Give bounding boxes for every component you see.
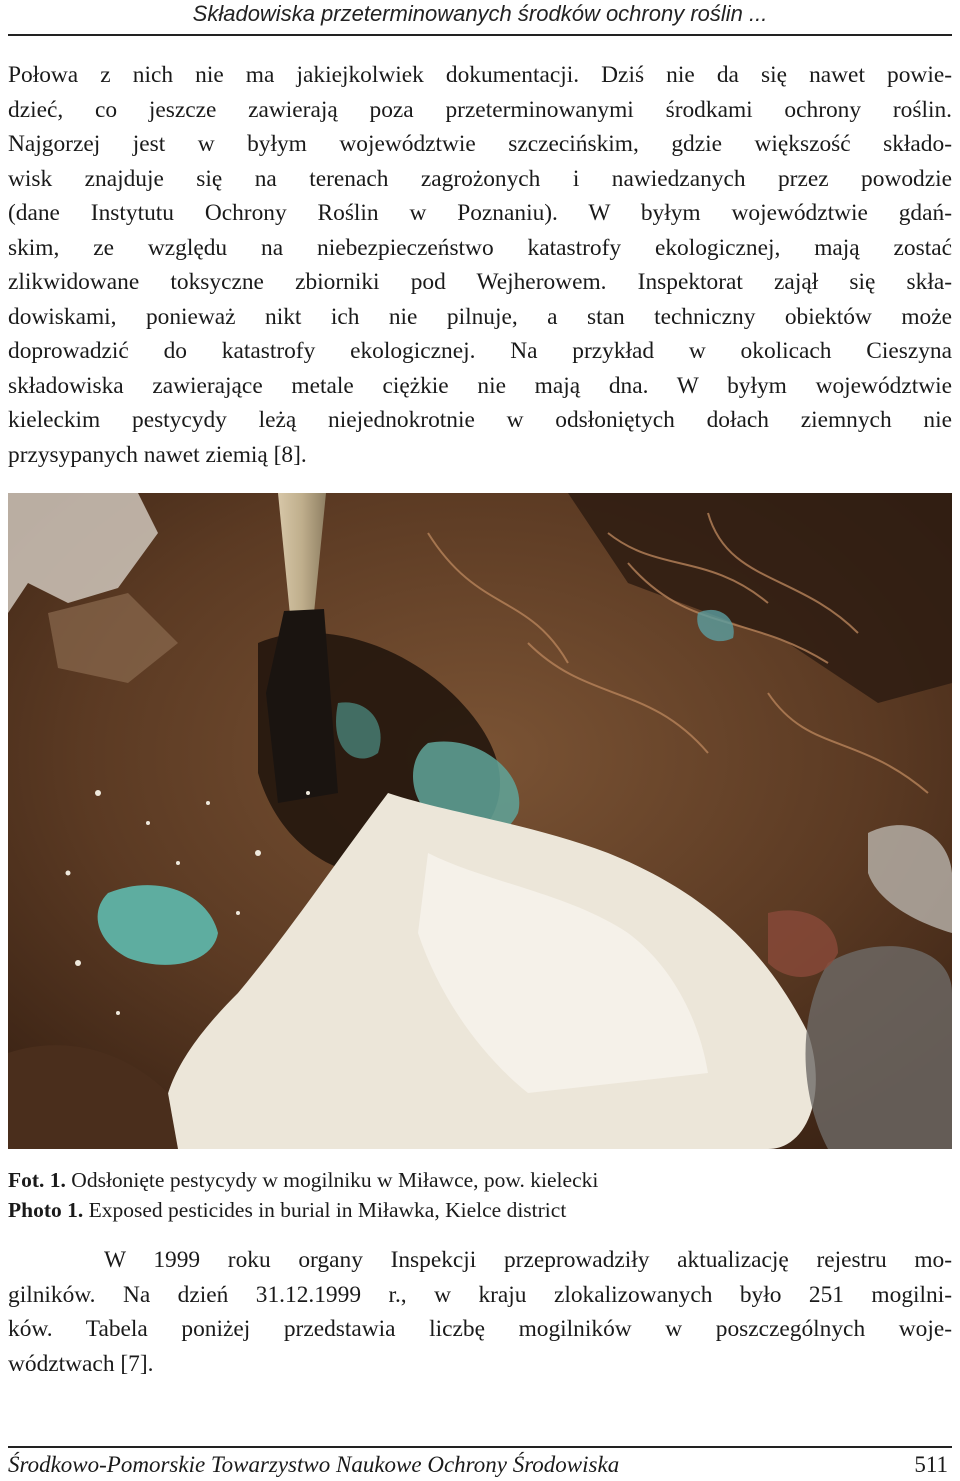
- page-footer: [8, 1449, 952, 1481]
- paragraph-line: wisk znajduje się na terenach zagrożonych i nawiedzanych przez powodzie: [8, 165, 952, 192]
- body-paragraph-1: [8, 58, 952, 472]
- paragraph-line: składowiska zawierające metale ciężkie nie mają dna. W byłym województwie: [8, 372, 952, 399]
- footer-rule: [8, 1446, 952, 1448]
- paragraph-line: (dane Instytutu Ochrony Roślin w Poznaniu). W byłym województwie gdań-: [8, 200, 952, 226]
- photo-exposed-pesticides: [8, 493, 952, 1149]
- paragraph-line: wództwach [7].: [8, 1350, 154, 1377]
- caption-label: Photo 1.: [8, 1198, 84, 1222]
- paragraph-line: dowiskami, ponieważ nikt ich nie pilnuje, a stan techniczny obiektów może: [8, 303, 952, 330]
- paragraph-line: zlikwidowane toksyczne zbiorniki pod Wejherowem. Inspektorat zajął się skła-: [8, 269, 952, 295]
- paragraph-line: W 1999 roku organy Inspekcji przeprowadziły aktualizację rejestru mo-: [104, 1247, 952, 1273]
- paragraph-line: skim, ze względu na niebezpieczeństwo katastrofy ekologicznej, mają zostać: [8, 234, 952, 261]
- figure-caption-english: [8, 1196, 566, 1224]
- page-number: 511: [914, 1452, 948, 1477]
- paragraph-line: doprowadzić do katastrofy ekologicznej. Na przykład w okolicach Cieszyna: [8, 338, 952, 364]
- paragraph-line: przysypanych nawet ziemią [8].: [8, 441, 307, 468]
- paragraph-line: Połowa z nich nie ma jakiejkolwiek dokumentacji. Dziś nie da się nawet powie-: [8, 62, 952, 88]
- rubble: [806, 946, 953, 1149]
- body-paragraph-2: [8, 1243, 952, 1381]
- running-title: Składowiska przeterminowanych środków ochrony roślin ...: [192, 1, 768, 26]
- paragraph-line: ków. Tabela poniżej przedstawia liczbę mogilników w poszczególnych woje-: [8, 1316, 952, 1342]
- caption-text: Exposed pesticides in burial in Miławka, Kielce district: [83, 1198, 567, 1222]
- paragraph-line: dzieć, co jeszcze zawierają poza przeterminowanymi środkami ochrony roślin.: [8, 96, 952, 123]
- paragraph-line: gilników. Na dzień 31.12.1999 r., w kraju zlokalizowanych było 251 mogilni-: [8, 1281, 952, 1308]
- header-rule: [8, 34, 952, 36]
- photo-illustration: [8, 493, 952, 1149]
- caption-text: Odsłonięte pestycydy w mogilniku w Miławce, pow. kielecki: [65, 1168, 599, 1192]
- figure-caption-polish: [8, 1166, 598, 1194]
- journal-name: Środkowo-Pomorskie Towarzystwo Naukowe Ochrony Środowiska: [8, 1452, 620, 1477]
- paragraph-line: kieleckim pestycydy leżą niejednokrotnie w odsłoniętych dołach ziemnych nie: [8, 407, 952, 433]
- paragraph-line: Najgorzej jest w byłym województwie szczecińskim, gdzie większość składo-: [8, 131, 952, 157]
- caption-label: Fot. 1.: [8, 1168, 66, 1192]
